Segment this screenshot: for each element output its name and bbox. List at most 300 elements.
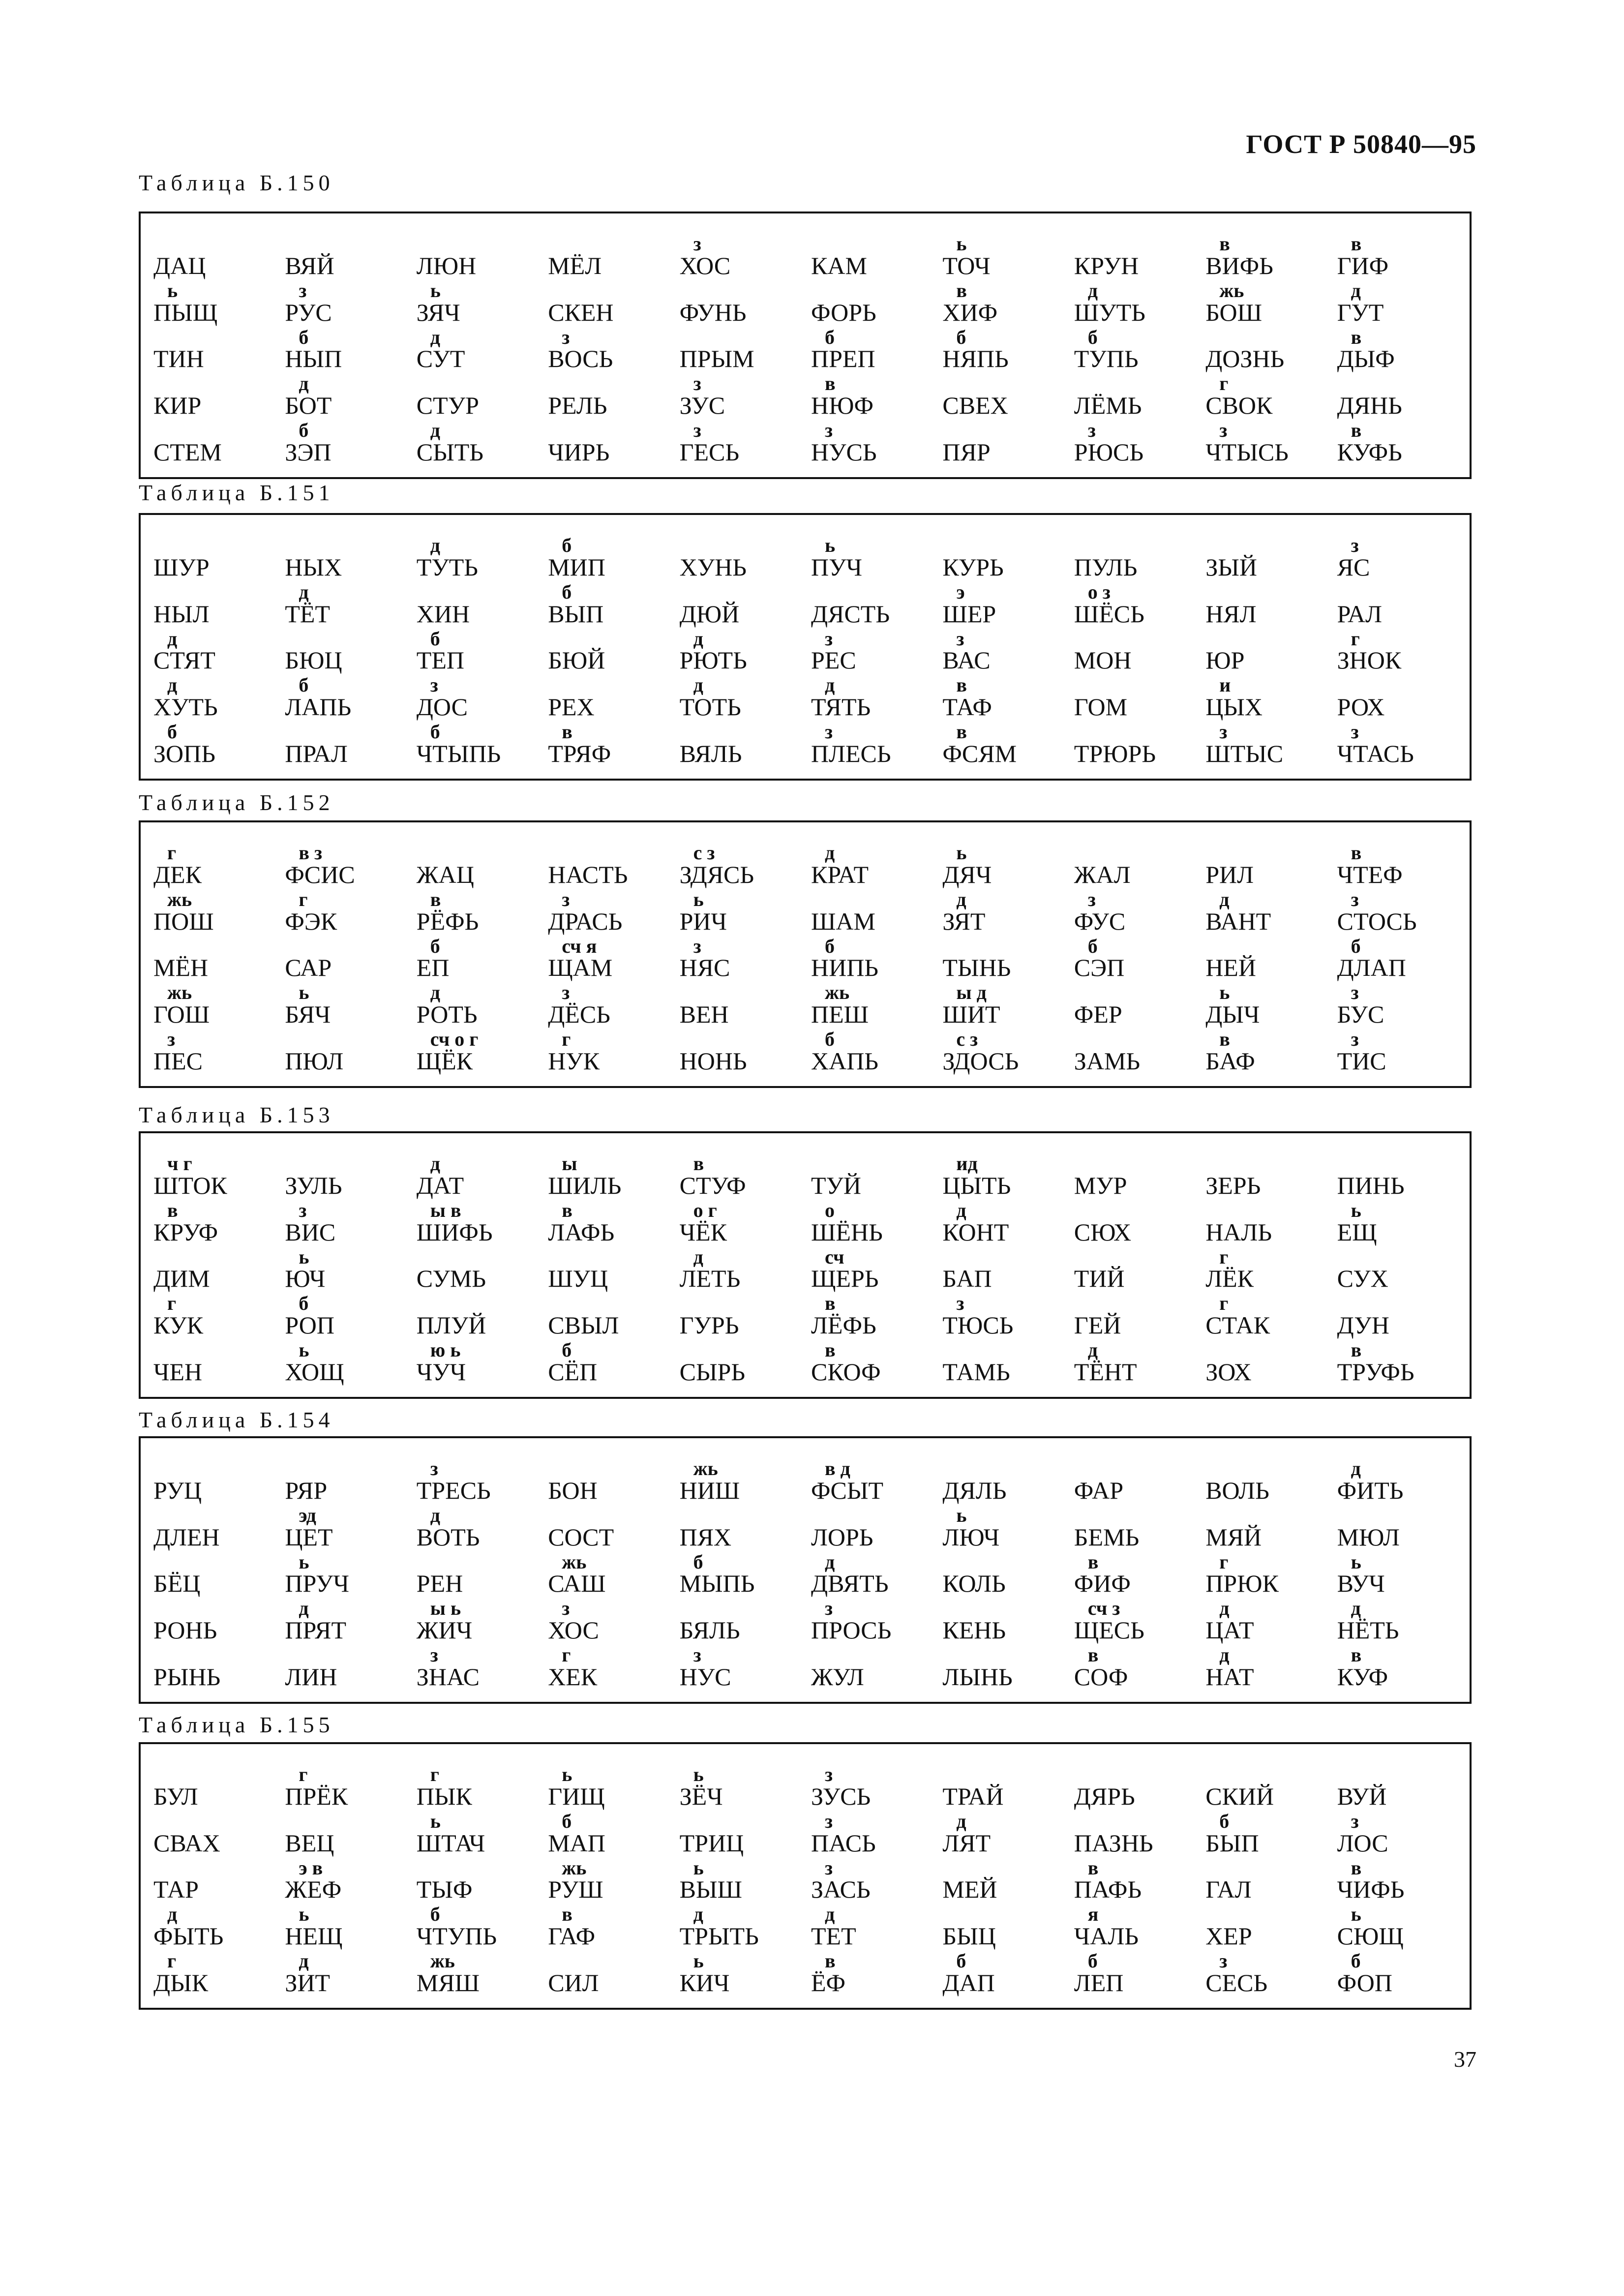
sound-mark: в bbox=[693, 1152, 704, 1175]
sound-mark: г bbox=[299, 888, 308, 910]
word-cell bbox=[281, 233, 412, 280]
word-cell bbox=[150, 1903, 281, 1950]
sound-mark: з bbox=[693, 935, 701, 957]
sound-mark: г bbox=[167, 1950, 177, 1972]
test-word: БЮЙ bbox=[548, 646, 605, 674]
test-word: ЗУЛЬ bbox=[285, 1171, 342, 1199]
test-word: ТЯТЬ bbox=[811, 693, 871, 721]
sound-mark: в bbox=[1219, 233, 1230, 255]
word-cell bbox=[413, 233, 544, 280]
test-word: ТУПЬ bbox=[1074, 345, 1139, 373]
test-word: ЗАСЬ bbox=[811, 1875, 871, 1903]
word-cell bbox=[413, 674, 544, 721]
sound-mark: д bbox=[167, 674, 178, 696]
word-table bbox=[139, 211, 1472, 479]
word-cell bbox=[807, 1903, 938, 1950]
test-word: РОТЬ bbox=[416, 1000, 478, 1028]
test-word: ПАСЬ bbox=[811, 1829, 876, 1857]
test-word: ЛЁК bbox=[1205, 1265, 1254, 1293]
test-word: ХИФ bbox=[942, 298, 998, 326]
sound-mark: з bbox=[562, 326, 570, 348]
sound-mark: з bbox=[824, 721, 833, 743]
word-cell bbox=[1333, 1764, 1465, 1811]
word-cell bbox=[1333, 233, 1465, 280]
word-cell bbox=[281, 721, 412, 768]
word-cell bbox=[1202, 1200, 1333, 1246]
sound-mark: з bbox=[1087, 888, 1096, 910]
word-cell bbox=[1333, 842, 1465, 889]
word-cell bbox=[413, 535, 544, 581]
word-cell bbox=[1070, 1458, 1202, 1505]
sound-mark: д bbox=[1351, 279, 1361, 302]
word-cell bbox=[938, 1551, 1070, 1598]
sound-mark: в bbox=[1351, 842, 1362, 864]
test-word: ГУРЬ bbox=[679, 1311, 739, 1339]
sound-mark: з bbox=[1351, 981, 1359, 1004]
table-caption: Таблица Б.151 bbox=[139, 480, 334, 505]
word-cell bbox=[1333, 1458, 1465, 1505]
test-word: РОНЬ bbox=[153, 1616, 217, 1644]
word-cell bbox=[807, 1246, 938, 1293]
word-cell bbox=[150, 889, 281, 936]
sound-mark: ь bbox=[1351, 1199, 1361, 1221]
test-word: ШУР bbox=[153, 553, 210, 581]
test-word: ДЛЕН bbox=[153, 1523, 220, 1551]
test-word: ХЕК bbox=[548, 1663, 598, 1691]
sound-mark: д bbox=[430, 419, 441, 442]
sound-mark: з bbox=[430, 1644, 438, 1666]
word-cell bbox=[544, 280, 675, 327]
test-word: РЕХ bbox=[548, 693, 595, 721]
sound-mark: б bbox=[167, 721, 177, 743]
test-word: ЧТУПЬ bbox=[416, 1922, 497, 1950]
test-word: ТРЕСЬ bbox=[416, 1476, 491, 1504]
sound-mark: эд bbox=[299, 1504, 316, 1526]
test-word: МЫПЬ bbox=[679, 1570, 755, 1598]
word-cell bbox=[676, 1458, 807, 1505]
test-word: ШЁСЬ bbox=[1074, 600, 1144, 628]
word-cell bbox=[676, 1811, 807, 1857]
test-word: ЛОРЬ bbox=[811, 1523, 873, 1551]
test-word: ДЯСТЬ bbox=[811, 600, 890, 628]
sound-mark: б bbox=[1351, 935, 1361, 957]
word-cell bbox=[1070, 1857, 1202, 1904]
word-cell bbox=[281, 327, 412, 373]
test-word: ПЯХ bbox=[679, 1523, 732, 1551]
sound-mark: в bbox=[562, 721, 572, 743]
test-word: ТЫФ bbox=[416, 1875, 473, 1903]
test-word: ЛАПЬ bbox=[285, 693, 352, 721]
test-word: ВОТЬ bbox=[416, 1523, 480, 1551]
test-word: ФСИС bbox=[285, 860, 355, 888]
test-word: ЖЕФ bbox=[285, 1875, 342, 1903]
test-word: ТОЧ bbox=[942, 251, 991, 279]
test-word: ДЛАП bbox=[1337, 954, 1406, 982]
test-word: ПРУЧ bbox=[285, 1570, 349, 1598]
test-word: ДИМ bbox=[153, 1265, 210, 1293]
sound-mark: з bbox=[824, 627, 833, 650]
test-word: МЯШ bbox=[416, 1969, 480, 1996]
test-word: СТЕМ bbox=[153, 438, 222, 466]
word-cell bbox=[1333, 1246, 1465, 1293]
test-word: КРАТ bbox=[811, 860, 869, 888]
word-cell bbox=[1333, 628, 1465, 675]
test-word: ЗЁЧ bbox=[679, 1782, 723, 1810]
word-cell bbox=[1070, 420, 1202, 466]
word-cell bbox=[1202, 1950, 1333, 1997]
word-cell bbox=[938, 1153, 1070, 1200]
word-cell bbox=[938, 1764, 1070, 1811]
test-word: ЗАМЬ bbox=[1074, 1047, 1141, 1075]
test-word: ГОШ bbox=[153, 1000, 210, 1028]
word-cell bbox=[807, 721, 938, 768]
test-word: ЖИЧ bbox=[416, 1616, 473, 1644]
test-word: КУФЬ bbox=[1337, 438, 1402, 466]
sound-mark: д bbox=[1087, 1339, 1098, 1361]
word-cell bbox=[150, 1153, 281, 1200]
word-cell bbox=[413, 721, 544, 768]
word-cell bbox=[938, 581, 1070, 628]
word-cell bbox=[281, 1764, 412, 1811]
word-cell bbox=[1202, 280, 1333, 327]
word-cell bbox=[1333, 1598, 1465, 1644]
test-word: ХОС bbox=[679, 251, 731, 279]
word-cell bbox=[281, 373, 412, 420]
word-cell bbox=[676, 982, 807, 1028]
sound-mark: в bbox=[562, 1199, 572, 1221]
word-cell bbox=[1333, 1811, 1465, 1857]
test-word: ПРЁК bbox=[285, 1782, 348, 1810]
test-word: МУР bbox=[1074, 1171, 1127, 1199]
test-word: НАТ bbox=[1205, 1663, 1254, 1691]
sound-mark: г bbox=[1219, 1292, 1229, 1315]
test-word: ЁФ bbox=[811, 1969, 846, 1996]
sound-mark: д bbox=[430, 326, 441, 348]
word-cell bbox=[1333, 1551, 1465, 1598]
sound-mark: з bbox=[824, 1856, 833, 1879]
test-word: НАЛЬ bbox=[1205, 1218, 1272, 1246]
test-word: СЭП bbox=[1074, 954, 1125, 982]
test-word: ВИФЬ bbox=[1205, 251, 1273, 279]
word-cell bbox=[1070, 674, 1202, 721]
word-cell bbox=[1333, 1505, 1465, 1551]
test-word: ХЕР bbox=[1205, 1922, 1252, 1950]
test-word: НУК bbox=[548, 1047, 600, 1075]
word-cell bbox=[676, 1246, 807, 1293]
test-word: САР bbox=[285, 954, 332, 982]
test-word: НЫП bbox=[285, 345, 342, 373]
sound-mark: в bbox=[1351, 419, 1362, 442]
sound-mark: д bbox=[1351, 1457, 1361, 1480]
sound-mark: з bbox=[693, 372, 701, 395]
word-cell bbox=[281, 1811, 412, 1857]
test-word: ДЫК bbox=[153, 1969, 209, 1996]
sound-mark: ь bbox=[430, 1810, 441, 1832]
test-word: КОЛЬ bbox=[942, 1570, 1006, 1598]
word-cell bbox=[544, 420, 675, 466]
sound-mark: г bbox=[1351, 627, 1360, 650]
test-word: СТЯТ bbox=[153, 646, 215, 674]
word-cell bbox=[938, 535, 1070, 581]
sound-mark: б bbox=[430, 1903, 440, 1926]
word-cell bbox=[413, 1551, 544, 1598]
word-cell bbox=[1070, 1028, 1202, 1075]
sound-mark: в bbox=[1351, 326, 1362, 348]
sound-mark: б bbox=[562, 580, 572, 603]
sound-mark: ы bbox=[562, 1152, 577, 1175]
word-cell bbox=[676, 628, 807, 675]
test-word: САШ bbox=[548, 1570, 606, 1598]
test-word: СЕСЬ bbox=[1205, 1969, 1268, 1996]
test-word: ГИЩ bbox=[548, 1782, 605, 1810]
sound-mark: в bbox=[1087, 1644, 1099, 1666]
sound-mark: в bbox=[430, 888, 441, 910]
test-word: РЫНЬ bbox=[153, 1663, 221, 1691]
test-word: РОП bbox=[285, 1311, 335, 1339]
test-word: КЕНЬ bbox=[942, 1616, 1006, 1644]
word-cell bbox=[1070, 1811, 1202, 1857]
test-word: ТРУФЬ bbox=[1337, 1358, 1414, 1386]
sound-mark: д bbox=[824, 842, 835, 864]
word-cell bbox=[150, 628, 281, 675]
test-word: ЧАЛЬ bbox=[1074, 1922, 1139, 1950]
test-word: ПАФЬ bbox=[1074, 1875, 1142, 1903]
word-cell bbox=[544, 1598, 675, 1644]
word-cell bbox=[544, 628, 675, 675]
test-word: БЫЦ bbox=[942, 1922, 996, 1950]
word-cell bbox=[1070, 628, 1202, 675]
test-word: ЗОХ bbox=[1205, 1358, 1252, 1386]
word-cell bbox=[1333, 1644, 1465, 1691]
sound-mark: д bbox=[693, 627, 703, 650]
test-word: НИШ bbox=[679, 1476, 740, 1504]
sound-mark: г bbox=[1219, 372, 1229, 395]
test-word: ТРАЙ bbox=[942, 1782, 1004, 1810]
word-cell bbox=[544, 1950, 675, 1997]
test-word: ГЕСЬ bbox=[679, 438, 740, 466]
sound-mark: б bbox=[824, 1028, 835, 1051]
test-word: СЮЩ bbox=[1337, 1922, 1404, 1950]
test-word: ЧИФЬ bbox=[1337, 1875, 1405, 1903]
word-cell bbox=[150, 1551, 281, 1598]
word-cell bbox=[281, 581, 412, 628]
word-cell bbox=[938, 1246, 1070, 1293]
word-cell bbox=[150, 327, 281, 373]
test-word: КРУН bbox=[1074, 251, 1139, 279]
test-word: КИР bbox=[153, 392, 202, 420]
test-word: ЗДЯСЬ bbox=[679, 860, 754, 888]
test-word: СТАК bbox=[1205, 1311, 1270, 1339]
word-cell bbox=[676, 1551, 807, 1598]
word-cell bbox=[281, 1153, 412, 1200]
test-word: ВОЛЬ bbox=[1205, 1476, 1269, 1504]
test-word: ТУТЬ bbox=[416, 553, 478, 581]
test-word: НЯПЬ bbox=[942, 345, 1009, 373]
test-word: РУС bbox=[285, 298, 332, 326]
test-word: МОН bbox=[1074, 646, 1132, 674]
word-cell bbox=[413, 581, 544, 628]
word-cell bbox=[1202, 1246, 1333, 1293]
test-word: НЯЛ bbox=[1205, 600, 1257, 628]
word-cell bbox=[676, 1339, 807, 1386]
word-cell bbox=[807, 628, 938, 675]
sound-mark: з bbox=[1351, 888, 1359, 910]
test-word: СЮХ bbox=[1074, 1218, 1132, 1246]
test-word: БОШ bbox=[1205, 298, 1263, 326]
word-cell bbox=[150, 1339, 281, 1386]
sound-mark: сч я bbox=[562, 935, 597, 957]
word-cell bbox=[281, 936, 412, 982]
word-cell bbox=[413, 420, 544, 466]
test-word: РЕЛЬ bbox=[548, 392, 607, 420]
word-cell bbox=[413, 1293, 544, 1339]
test-word: ДРАСЬ bbox=[548, 907, 623, 935]
word-cell bbox=[1202, 721, 1333, 768]
word-cell bbox=[938, 1505, 1070, 1551]
test-word: ТЕП bbox=[416, 646, 464, 674]
word-cell bbox=[1333, 327, 1465, 373]
word-cell bbox=[150, 1811, 281, 1857]
sound-mark: в з bbox=[299, 842, 323, 864]
test-word: ФОП bbox=[1337, 1969, 1392, 1996]
word-cell bbox=[150, 982, 281, 1028]
word-cell bbox=[807, 1644, 938, 1691]
test-word: ТЁТ bbox=[285, 600, 331, 628]
sound-mark: б bbox=[299, 419, 309, 442]
sound-mark: з bbox=[1219, 1950, 1228, 1972]
test-word: МЯЙ bbox=[1205, 1523, 1262, 1551]
test-word: НАСТЬ bbox=[548, 860, 628, 888]
test-word: НОНЬ bbox=[679, 1047, 747, 1075]
test-word: СОФ bbox=[1074, 1663, 1128, 1691]
word-cell bbox=[1202, 420, 1333, 466]
word-cell bbox=[1333, 889, 1465, 936]
sound-mark: б bbox=[1351, 1950, 1361, 1972]
word-cell bbox=[544, 1505, 675, 1551]
word-cell bbox=[544, 233, 675, 280]
sound-mark: ю ь bbox=[430, 1339, 461, 1361]
word-cell bbox=[281, 1200, 412, 1246]
test-word: ЗОПЬ bbox=[153, 740, 215, 767]
test-word: ВЕЦ bbox=[285, 1829, 334, 1857]
sound-mark: ь bbox=[299, 1245, 309, 1268]
sound-mark: ид bbox=[956, 1152, 978, 1175]
test-word: ДЁСЬ bbox=[548, 1000, 610, 1028]
test-word: ГЕЙ bbox=[1074, 1311, 1121, 1339]
word-cell bbox=[807, 1458, 938, 1505]
word-table bbox=[139, 513, 1472, 781]
word-cell bbox=[1202, 1551, 1333, 1598]
test-word: МЕЙ bbox=[942, 1875, 997, 1903]
word-cell bbox=[281, 1598, 412, 1644]
sound-mark: з bbox=[1219, 419, 1228, 442]
word-cell bbox=[544, 1153, 675, 1200]
test-word: СКЕН bbox=[548, 298, 614, 326]
word-cell bbox=[150, 674, 281, 721]
word-cell bbox=[544, 1903, 675, 1950]
test-word: ДЫЧ bbox=[1205, 1000, 1260, 1028]
word-cell bbox=[807, 420, 938, 466]
word-cell bbox=[150, 1644, 281, 1691]
word-cell bbox=[544, 674, 675, 721]
test-word: ВЫП bbox=[548, 600, 604, 628]
word-cell bbox=[938, 1644, 1070, 1691]
word-cell bbox=[413, 1644, 544, 1691]
test-word: НЕЙ bbox=[1205, 954, 1256, 982]
test-word: СУТ bbox=[416, 345, 465, 373]
sound-mark: з bbox=[562, 888, 570, 910]
word-cell bbox=[544, 535, 675, 581]
test-word: ПУЧ bbox=[811, 553, 862, 581]
test-word: ДЫФ bbox=[1337, 345, 1395, 373]
test-word: ДОЗНЬ bbox=[1205, 345, 1285, 373]
test-word: КРУФ bbox=[153, 1218, 218, 1246]
word-cell bbox=[1202, 1293, 1333, 1339]
word-cell bbox=[150, 1200, 281, 1246]
sound-mark: жь bbox=[693, 1457, 718, 1480]
sound-mark: в bbox=[1087, 1550, 1099, 1573]
test-word: ШЁНЬ bbox=[811, 1218, 883, 1246]
word-grid bbox=[150, 1458, 1465, 1691]
word-cell bbox=[807, 1598, 938, 1644]
test-word: СУХ bbox=[1337, 1265, 1388, 1293]
word-cell bbox=[676, 1764, 807, 1811]
word-cell bbox=[938, 721, 1070, 768]
test-word: БЫП bbox=[1205, 1829, 1259, 1857]
test-word: РУЦ bbox=[153, 1476, 202, 1504]
word-cell bbox=[1070, 1551, 1202, 1598]
sound-mark: в bbox=[1351, 1644, 1362, 1666]
sound-mark: з bbox=[430, 674, 438, 696]
test-word: ВОСЬ bbox=[548, 345, 613, 373]
test-word: ХОЩ bbox=[285, 1358, 344, 1386]
word-cell bbox=[1202, 581, 1333, 628]
test-word: НУСЬ bbox=[811, 438, 877, 466]
word-cell bbox=[281, 280, 412, 327]
word-cell bbox=[1070, 535, 1202, 581]
sound-mark: ь bbox=[562, 1763, 572, 1785]
word-cell bbox=[1202, 535, 1333, 581]
test-word: ПЕС bbox=[153, 1047, 203, 1075]
sound-mark: в bbox=[167, 1199, 178, 1221]
word-cell bbox=[938, 1903, 1070, 1950]
word-cell bbox=[281, 1293, 412, 1339]
word-cell bbox=[807, 327, 938, 373]
test-word: ХОС bbox=[548, 1616, 599, 1644]
test-word: ЧИРЬ bbox=[548, 438, 610, 466]
test-word: ТИН bbox=[153, 345, 204, 373]
table-caption: Таблица Б.152 bbox=[139, 790, 334, 815]
word-cell bbox=[676, 1153, 807, 1200]
word-cell bbox=[544, 1857, 675, 1904]
test-word: ТЁНТ bbox=[1074, 1358, 1137, 1386]
test-word: СВОК bbox=[1205, 392, 1273, 420]
test-word: СТУР bbox=[416, 392, 479, 420]
word-cell bbox=[413, 1339, 544, 1386]
test-word: КУФ bbox=[1337, 1663, 1388, 1691]
word-cell bbox=[413, 1246, 544, 1293]
test-word: ПЕШ bbox=[811, 1000, 869, 1028]
test-word: МЁЛ bbox=[548, 251, 602, 279]
sound-mark: з bbox=[824, 1810, 833, 1832]
test-word: ШУТЬ bbox=[1074, 298, 1145, 326]
word-cell bbox=[1202, 1598, 1333, 1644]
word-cell bbox=[281, 982, 412, 1028]
sound-mark: б bbox=[430, 935, 440, 957]
test-word: ЖАЦ bbox=[416, 860, 474, 888]
word-cell bbox=[807, 1811, 938, 1857]
word-cell bbox=[938, 889, 1070, 936]
